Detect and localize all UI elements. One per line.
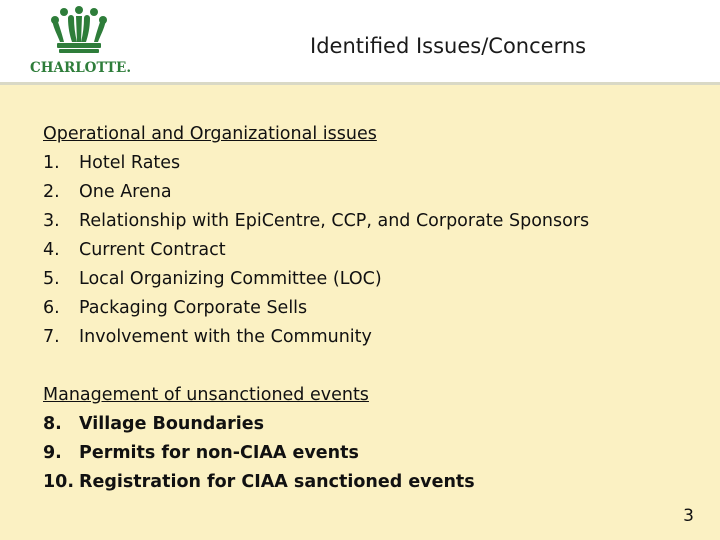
item-number: 1.: [43, 153, 60, 173]
page-number: 3: [683, 506, 694, 526]
item-number: 8.: [43, 414, 62, 434]
section-heading-unsanctioned: Management of unsanctioned events: [43, 385, 369, 405]
item-text: Relationship with EpiCentre, CCP, and Corporate Sponsors: [79, 211, 590, 231]
item-text: Hotel Rates: [79, 153, 181, 173]
item-number: 10.: [43, 472, 75, 492]
item-number: 6.: [43, 298, 60, 318]
section-heading-operational: Operational and Organizational issues: [43, 124, 377, 144]
section-spacer: [43, 352, 589, 381]
list-item: [43, 236, 589, 265]
item-text: Village Boundaries: [79, 414, 265, 434]
item-number: 4.: [43, 240, 60, 260]
item-text: Permits for non-CIAA events: [79, 443, 359, 463]
slide-header: [0, 0, 720, 82]
list-item: [43, 410, 589, 439]
list-item: [43, 323, 589, 352]
item-number: 7.: [43, 327, 60, 347]
list-item: [43, 439, 589, 468]
list-item: [43, 294, 589, 323]
item-text: Local Organizing Committee (LOC): [79, 269, 382, 289]
content-area: [0, 85, 720, 540]
list-item: [43, 178, 589, 207]
item-text: Packaging Corporate Sells: [79, 298, 308, 318]
list-item: [43, 468, 589, 497]
item-text: Registration for CIAA sanctioned events: [79, 472, 475, 492]
list-item: [43, 149, 589, 178]
logo-wordmark: CHARLOTTE.: [30, 60, 132, 76]
list-item: [43, 265, 589, 294]
crown-icon: [24, 6, 134, 58]
item-text: One Arena: [79, 182, 172, 202]
item-number: 3.: [43, 211, 60, 231]
item-text: Involvement with the Community: [79, 327, 372, 347]
item-number: 5.: [43, 269, 60, 289]
list-item: [43, 207, 589, 236]
item-number: 9.: [43, 443, 62, 463]
charlotte-logo: [24, 6, 134, 78]
page-title: Identified Issues/Concerns: [310, 34, 587, 58]
issues-list: [43, 120, 589, 497]
item-text: Current Contract: [79, 240, 226, 260]
item-number: 2.: [43, 182, 60, 202]
